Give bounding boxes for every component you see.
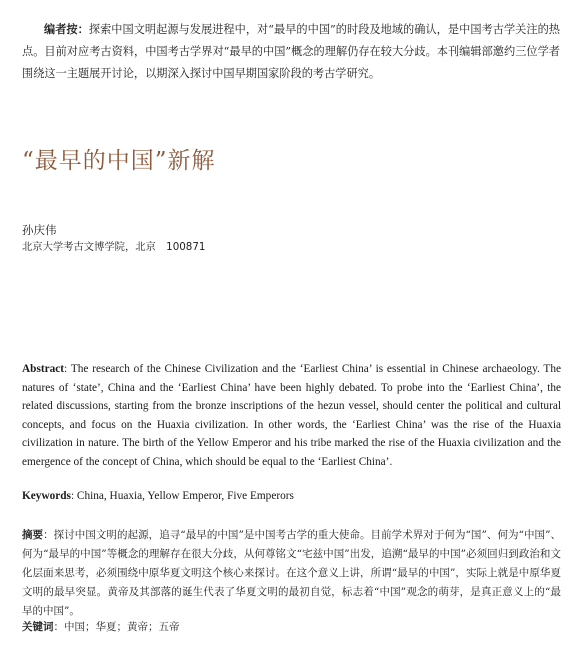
author-name: 孙庆伟: [22, 223, 57, 237]
chinese-keywords-separator: ：: [53, 621, 64, 633]
chinese-abstract-text: 探讨中国文明的起源，追寻“最早的中国”是中国考古学的重大使命。目前学术界对于何为“国”、何为“中国”、何为“最早的中国”等概念的理解存在很大分歧，从何尊铭文“宅兹中国”出发，追溯“最早的中国”必须回归到政治和文化层面来思考，必须围绕中原华夏文明这个核心来探讨。在这个意义上讲，所谓“最早的中国”，实际上就是中原华夏文明的最早突显。黄帝及其部落的诞生代表了华夏文明的最初自觉，标志着“中国”观念的萌芽，是真正意义上的“最早的中国”。: [22, 529, 562, 617]
english-abstract-label: Abstract: [22, 363, 65, 375]
english-abstract: [22, 360, 561, 472]
chinese-abstract-label: 摘要: [22, 529, 44, 541]
article-title: “最早的中国”新解: [22, 148, 216, 174]
english-keywords-text: China, Huaxia, Yellow Emperor, Five Emperors: [74, 490, 294, 502]
chinese-keywords-text: 中国；华夏；黄帝；五帝: [64, 621, 180, 633]
editor-note-label: 编者按：: [44, 22, 89, 36]
chinese-abstract-separator: ：: [43, 529, 54, 541]
editor-note-text: 探索中国文明起源与发展进程中，对“最早的中国”的时段及地域的确认，是中国考古学关注的热点。目前对应考古资料，中国考古学界对“最早的中国”概念的理解仍存在较大分歧。本刊编辑部邀约三位学者围绕这一主题展开讨论，以期深入探讨中国早期国家阶段的考古学研究。: [22, 23, 560, 80]
english-abstract-separator: :: [64, 363, 68, 375]
chinese-keywords: [22, 619, 561, 635]
english-keywords: [22, 487, 561, 505]
chinese-keywords-label: 关键词: [22, 621, 54, 633]
english-keywords-label: Keywords: [22, 490, 71, 502]
chinese-abstract: [22, 526, 561, 621]
author-affiliation: 北京大学考古文博学院，北京 100871: [22, 241, 206, 253]
english-keywords-separator: :: [70, 490, 75, 502]
editor-note: [22, 18, 560, 85]
english-abstract-text: The research of the Chinese Civilization and the ‘Earliest China’ is essential in Chinese archaeology. The natures of ‘state’, China and the ‘Earliest China’ have been highly debated. To probe into the ‘Earliest China’, the related discussions, starting from the bronze inscriptions of the hezun vessel, should center the political and cultural concepts, and focus on the Huaxia civilization. In other words, the ‘Earliest China’ was the rise of the Huaxia civilization in nature. The birth of the Yellow Emperor and his tribe marked the rise of the Huaxia civilization and the emergence of the concept of China, which should be equal to the ‘Earliest China’.: [22, 363, 561, 468]
